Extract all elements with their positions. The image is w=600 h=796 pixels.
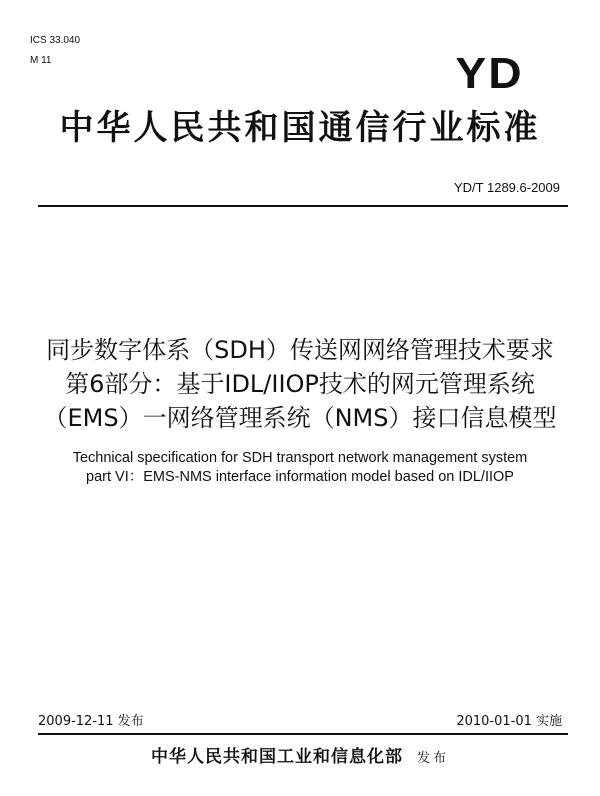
english-title-line-2: part VI：EMS-NMS interface information model based on IDL/IIOP [86, 469, 514, 485]
issue-date: 2009-12-11 发布 [38, 714, 144, 729]
english-title [0, 449, 600, 487]
yd-logo: YD [455, 49, 524, 98]
ics-code: ICS 33.040 [30, 35, 81, 46]
header-divider [38, 205, 568, 207]
standard-title: 中华人民共和国通信行业标准 [59, 108, 541, 148]
issuer-name: 中华人民共和国工业和信息化部 [150, 747, 403, 767]
classification-code: M 11 [30, 55, 52, 66]
chinese-title [0, 333, 600, 435]
issuer-suffix: 发布 [416, 751, 449, 766]
footer-divider [38, 733, 568, 735]
implementation-date: 2010-01-01 实施 [456, 714, 562, 729]
chinese-title-line-3: （EMS）一网络管理系统（NMS）接口信息模型 [43, 404, 557, 432]
english-title-line-1: Technical specification for SDH transport network management system [72, 450, 528, 466]
chinese-title-line-2: 第6部分：基于IDL/IIOP技术的网元管理系统 [65, 370, 535, 398]
chinese-title-line-1: 同步数字体系（SDH）传送网网络管理技术要求 [46, 336, 554, 364]
standard-number: YD/T 1289.6-2009 [454, 180, 560, 195]
issuer [0, 742, 600, 767]
